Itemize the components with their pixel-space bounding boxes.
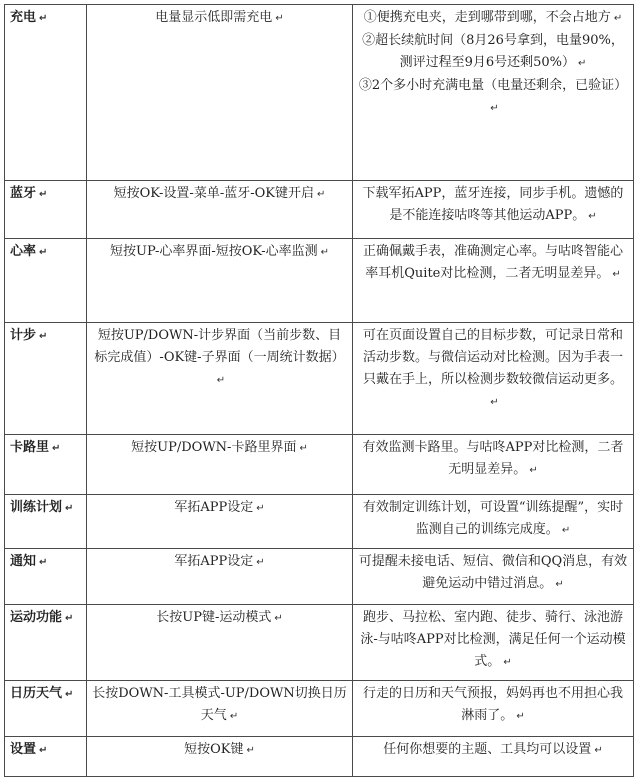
table-row [5, 181, 634, 239]
operation-cell [87, 239, 353, 323]
feature-name-cell [5, 5, 87, 181]
paragraph-mark-icon: ↵ [594, 745, 603, 756]
feature-name-cell [5, 549, 87, 605]
paragraph-mark-icon: ↵ [316, 189, 326, 200]
paragraph-mark-icon: ↵ [256, 557, 265, 568]
feature-name-cell [5, 681, 87, 737]
paragraph-mark-icon: ↵ [246, 745, 255, 756]
paragraph-mark-icon: ↵ [229, 711, 239, 722]
paragraph-mark-icon: ↵ [39, 557, 48, 568]
operation-cell [87, 181, 353, 239]
feature-name: 运动功能 [10, 610, 63, 625]
paragraph-mark-icon: ↵ [39, 745, 48, 756]
evaluation-text: 有效制定训练计划，可设置“训练提醒”，实时监测自己的训练完成度。 [362, 500, 624, 537]
operation-text: 短按UP/DOWN-卡路里界面 [131, 440, 297, 455]
paragraph-mark-icon: ↵ [39, 331, 48, 342]
table-row [5, 605, 634, 681]
paragraph-mark-icon: ↵ [561, 525, 571, 536]
table-row [5, 239, 634, 323]
evaluation-paragraph [358, 241, 628, 286]
paragraph-mark-icon: ↵ [578, 58, 587, 69]
feature-name: 计步 [10, 328, 37, 343]
evaluation-text: ②超长续航时间（8月26号拿到，电量90%，测评过程至9月6号还剩50%） [362, 33, 624, 70]
feature-name: 日历天气 [10, 686, 63, 701]
evaluation-paragraph [358, 739, 628, 762]
paragraph-mark-icon: ↵ [39, 247, 48, 258]
feature-name-cell [5, 737, 87, 777]
feature-name: 通知 [10, 554, 37, 569]
feature-name: 设置 [10, 742, 37, 757]
operation-text: 长按DOWN-工具模式-UP/DOWN切换日历天气 [92, 686, 347, 723]
evaluation-cell [353, 605, 634, 681]
paragraph-mark-icon: ↵ [275, 13, 284, 24]
feature-name-cell [5, 435, 87, 495]
paragraph-mark-icon: ↵ [256, 503, 265, 514]
operation-cell [87, 435, 353, 495]
feature-name: 蓝牙 [10, 186, 37, 201]
operation-cell [87, 737, 353, 777]
feature-name-cell [5, 605, 87, 681]
operation-text: 短按UP-心率界面-短按OK-心率监测 [110, 244, 318, 259]
evaluation-cell [353, 681, 634, 737]
table-row [5, 435, 634, 495]
evaluation-text: 下载军拓APP，蓝牙连接，同步手机。遗憾的是不能连接咕咚等其他运动APP。 [362, 186, 624, 223]
table-row [5, 549, 634, 605]
evaluation-paragraph [358, 683, 628, 728]
table-row [5, 681, 634, 737]
feature-name-cell [5, 181, 87, 239]
operation-text: 军拓APP设定 [174, 554, 254, 569]
evaluation-text: ③2个多小时充满电量（电量还剩余，已验证） [358, 78, 628, 93]
paragraph-mark-icon: ↵ [490, 103, 499, 114]
evaluation-cell [353, 5, 634, 181]
feature-name: 充电 [10, 10, 37, 25]
evaluation-text: 可提醒未接电话、短信、微信和QQ消息，有效避免运动中错过消息。 [358, 554, 628, 591]
feature-table-body [5, 5, 634, 777]
evaluation-cell [353, 435, 634, 495]
table-row [5, 495, 634, 549]
feature-name: 训练计划 [10, 500, 63, 515]
evaluation-cell [353, 549, 634, 605]
paragraph-mark-icon: ↵ [613, 13, 623, 24]
operation-cell [87, 549, 353, 605]
operation-text: 短按OK-设置-菜单-蓝牙-OK键开启 [113, 186, 314, 201]
paragraph-mark-icon: ↵ [588, 211, 597, 222]
evaluation-paragraph [358, 75, 628, 120]
evaluation-text: 有效监测卡路里。与咕咚APP对比检测，二者无明显差异。 [362, 440, 624, 477]
feature-name-cell [5, 323, 87, 435]
operation-cell [87, 681, 353, 737]
paragraph-mark-icon: ↵ [320, 247, 329, 258]
evaluation-text: 跑步、马拉松、室内跑、徒步、骑行、泳池游泳-与咕咚APP对比检测，满足任何一个运动模式。 [360, 610, 626, 669]
table-row [5, 737, 634, 777]
evaluation-paragraph [358, 607, 628, 674]
paragraph-mark-icon: ↵ [612, 269, 621, 280]
evaluation-paragraph [358, 437, 628, 482]
paragraph-mark-icon: ↵ [65, 503, 74, 514]
operation-text: 长按UP键-运动模式 [156, 610, 272, 625]
operation-cell [87, 323, 353, 435]
evaluation-text: 可在页面设置自己的目标步数，可记录日常和活动步数。与微信运动对比检测。因为手表一只戴在手上，所以检测步数较微信运动更多。 [362, 328, 623, 387]
evaluation-cell [353, 495, 634, 549]
operation-text: 军拓APP设定 [174, 500, 254, 515]
evaluation-text: 行走的日历和天气预报，妈妈再也不用担心我淋雨了。 [362, 686, 623, 723]
operation-cell [87, 495, 353, 549]
paragraph-mark-icon: ↵ [39, 189, 48, 200]
evaluation-cell [353, 239, 634, 323]
evaluation-text: ①便携充电夹，走到哪带到哪，不会占地方 [363, 10, 611, 25]
feature-table [4, 4, 634, 777]
evaluation-paragraph [358, 183, 628, 228]
feature-name-cell [5, 495, 87, 549]
paragraph-mark-icon: ↵ [274, 613, 283, 624]
paragraph-mark-icon: ↵ [503, 657, 512, 668]
table-row [5, 5, 634, 181]
table-row [5, 323, 634, 435]
paragraph-mark-icon: ↵ [529, 465, 538, 476]
evaluation-cell [353, 737, 634, 777]
paragraph-mark-icon: ↵ [39, 13, 48, 24]
evaluation-paragraph [358, 497, 628, 542]
evaluation-paragraph [358, 30, 628, 75]
operation-text: 电量显示低即需充电 [155, 10, 273, 25]
paragraph-mark-icon: ↵ [216, 375, 226, 386]
evaluation-text: 任何你想要的主题、工具均可以设置 [383, 742, 592, 757]
operation-text: 短按UP/DOWN-计步界面（当前步数、目标完成值）-OK键-子界面（一周统计数据） [94, 328, 345, 365]
evaluation-cell [353, 323, 634, 435]
paragraph-mark-icon: ↵ [65, 613, 74, 624]
feature-name-cell [5, 239, 87, 323]
operation-text: 短按OK键 [184, 742, 244, 757]
feature-name: 卡路里 [10, 440, 50, 455]
evaluation-paragraph [358, 551, 628, 596]
operation-cell [87, 5, 353, 181]
paragraph-mark-icon: ↵ [490, 397, 499, 408]
evaluation-paragraph [358, 7, 628, 30]
operation-cell [87, 605, 353, 681]
evaluation-text: 正确佩戴手表，准确测定心率。与咕咚智能心率耳机Quite对比检测，二者无明显差异。 [362, 244, 623, 281]
paragraph-mark-icon: ↵ [52, 443, 61, 454]
paragraph-mark-icon: ↵ [299, 443, 308, 454]
paragraph-mark-icon: ↵ [65, 689, 74, 700]
evaluation-paragraph [358, 325, 628, 414]
paragraph-mark-icon: ↵ [516, 711, 525, 722]
evaluation-cell [353, 181, 634, 239]
paragraph-mark-icon: ↵ [555, 579, 564, 590]
feature-name: 心率 [10, 244, 37, 259]
